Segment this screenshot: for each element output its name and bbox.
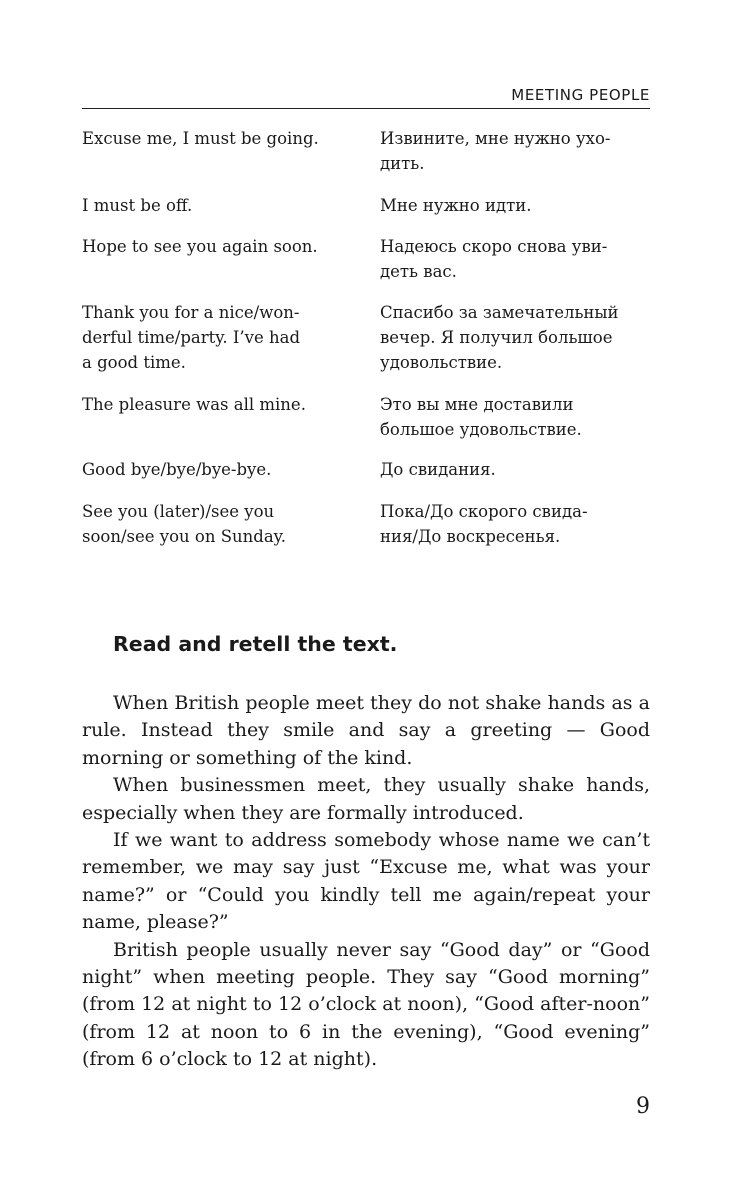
phrase-russian: Надеюсь скоро снова уви- деть вас. bbox=[380, 237, 608, 281]
body-text bbox=[82, 690, 650, 1074]
section-heading: Read and retell the text. bbox=[113, 632, 398, 656]
paragraph: When businessmen meet, they usually shake hands, especially when they are formally introduced. bbox=[82, 774, 650, 824]
phrase-english: The pleasure was all mine. bbox=[82, 395, 306, 414]
page-number: 9 bbox=[636, 1094, 650, 1119]
phrase-english: Excuse me, I must be going. bbox=[82, 129, 319, 148]
paragraph: When British people meet they do not shake hands as a rule. Instead they smile and say a greeting — Good morning or something of the kind. bbox=[82, 692, 650, 769]
running-head bbox=[82, 86, 650, 109]
phrase-english: See you (later)/see you soon/see you on Sunday. bbox=[82, 502, 287, 546]
paragraph: If we want to address somebody whose name we can’t remember, we may say just “Excuse me, what was your name?” or “Could you kindly tell me again/repeat your name, please?” bbox=[82, 829, 650, 934]
running-head-title: MEETING PEOPLE bbox=[511, 86, 650, 104]
phrase-english: I must be off. bbox=[82, 196, 193, 215]
phrase-english: Thank you for a nice/won- derful time/party. I’ve had a good time. bbox=[82, 303, 301, 372]
phrase-russian: До свидания. bbox=[380, 460, 496, 479]
phrase-english: Hope to see you again soon. bbox=[82, 237, 318, 256]
phrase-russian: Мне нужно идти. bbox=[380, 196, 532, 215]
phrase-russian: Пока/До скорого свида- ния/До воскресенья. bbox=[380, 502, 588, 546]
phrase-russian: Это вы мне доставили большое удовольствие. bbox=[380, 395, 582, 439]
phrase-russian: Извините, мне нужно ухо- дить. bbox=[380, 129, 611, 173]
phrase-russian: Спасибо за замечательный вечер. Я получил большое удовольствие. bbox=[380, 303, 619, 372]
phrase-english: Good bye/bye/bye-bye. bbox=[82, 460, 272, 479]
paragraph: British people usually never say “Good day” or “Good night” when meeting people. They say “Good morning” (from 12 at night to 12 o’clock at noon), “Good after-noon” (from 12 at noon to 6 in the evening), “Good evening” (from 6 o’clock to 12 at night). bbox=[82, 938, 650, 1071]
